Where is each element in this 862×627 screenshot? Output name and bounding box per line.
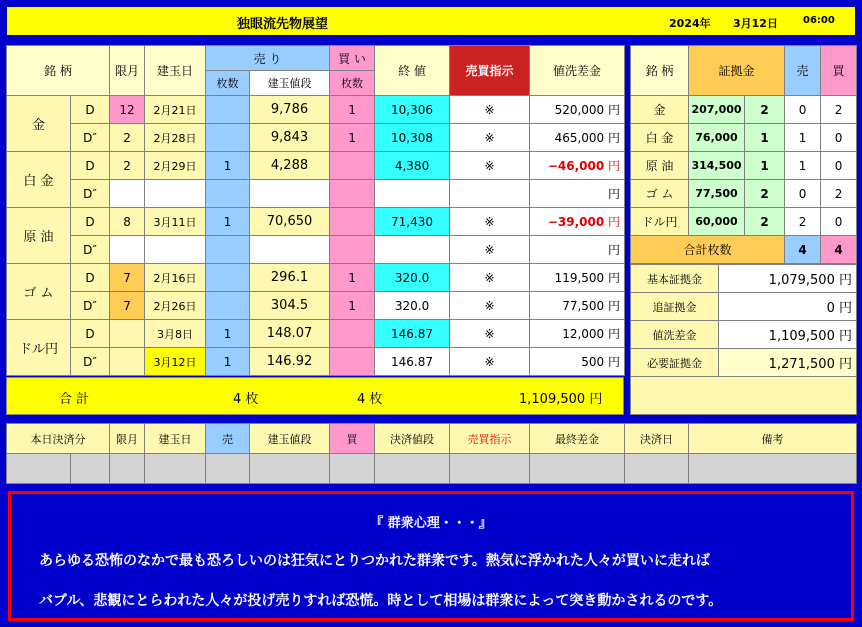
commodity-name: 金: [7, 96, 71, 152]
sell-count: [206, 292, 250, 320]
open-price: 9,786: [250, 96, 330, 124]
header-meigara: 銘 柄: [631, 46, 689, 96]
margin-multiplier: 1: [745, 152, 785, 180]
buy-count: [330, 236, 375, 264]
settle-header-kessaine: 決済値段: [375, 424, 450, 454]
mark-to-market: −46,000 円: [530, 152, 625, 180]
margin-multiplier: 2: [745, 208, 785, 236]
summary-value: 0 円: [719, 293, 857, 321]
header-shokokin: 証拠金: [689, 46, 785, 96]
mark-to-market: 円: [530, 236, 625, 264]
open-date: 2月21日: [145, 96, 206, 124]
trade-instruction: ※: [450, 152, 530, 180]
settle-header-kai: 買: [330, 424, 375, 454]
mark-to-market: 12,000 円: [530, 320, 625, 348]
open-price: 148.07: [250, 320, 330, 348]
sell-count: [206, 96, 250, 124]
commodity-name: 原 油: [631, 152, 689, 180]
contract-type: D″: [71, 236, 110, 264]
sell-count: [206, 180, 250, 208]
settle-header-saishu: 最終差金: [530, 424, 625, 454]
header-shiji: 売買指示: [450, 46, 530, 96]
header-tatene: 建玉値段: [250, 71, 330, 96]
buy-count: [330, 348, 375, 376]
table-row: [7, 124, 625, 152]
header-nearai: 値洗差金: [530, 46, 625, 96]
table-row: [7, 454, 857, 484]
header-gengetsu: 限月: [110, 46, 145, 96]
open-price: 70,650: [250, 208, 330, 236]
buy-count: 2: [821, 96, 857, 124]
table-row: [7, 208, 625, 236]
title-bar: [6, 6, 856, 36]
summary-value: 1,109,500 円: [719, 321, 857, 349]
count-total-row: [631, 236, 857, 264]
settle-header-biko: 備考: [689, 424, 857, 454]
commodity-name: ゴ ム: [7, 264, 71, 320]
contract-month: 12: [110, 96, 145, 124]
empty-cell: [450, 454, 530, 484]
header-sell-maisu: 枚数: [206, 71, 250, 96]
total-label: 合 計: [59, 392, 90, 407]
mark-to-market: −39,000 円: [530, 208, 625, 236]
open-date: 3月11日: [145, 208, 206, 236]
table-row: [7, 96, 625, 124]
settle-header-uri: 売: [206, 424, 250, 454]
open-date: 2月29日: [145, 152, 206, 180]
empty-cell: [689, 454, 857, 484]
contract-type: D: [71, 96, 110, 124]
commodity-name: 白 金: [631, 124, 689, 152]
buy-count: 0: [821, 208, 857, 236]
buy-count: 1: [330, 292, 375, 320]
buy-count: [330, 180, 375, 208]
open-price: 4,288: [250, 152, 330, 180]
sell-count: 1: [785, 152, 821, 180]
commentary-line: バブル、悲観にとらわれた人々が投げ売りすれば恐慌。時として相場は群衆によって突き動かされるのです。: [39, 593, 723, 609]
commodity-name: ゴ ム: [631, 180, 689, 208]
header-meigara: 銘 柄: [7, 46, 110, 96]
contract-type: D: [71, 208, 110, 236]
margin-amount: 314,500: [689, 152, 745, 180]
count-total-sell: 4: [785, 236, 821, 264]
contract-month: 2: [110, 124, 145, 152]
sell-count: 0: [785, 96, 821, 124]
trade-instruction: ※: [450, 124, 530, 152]
header-kai: 買: [821, 46, 857, 96]
contract-month: 7: [110, 264, 145, 292]
mark-to-market: 円: [530, 180, 625, 208]
open-price: 9,843: [250, 124, 330, 152]
empty-cell: [7, 454, 71, 484]
contract-month: [110, 320, 145, 348]
margin-table: [630, 45, 857, 264]
close-price: 10,306: [375, 96, 450, 124]
close-price: 71,430: [375, 208, 450, 236]
header-owarine: 終 値: [375, 46, 450, 96]
trade-instruction: ※: [450, 236, 530, 264]
mark-to-market: 465,000 円: [530, 124, 625, 152]
trade-instruction: [450, 180, 530, 208]
open-date: [145, 180, 206, 208]
contract-type: D: [71, 264, 110, 292]
open-date: 3月12日: [145, 348, 206, 376]
buy-count: [330, 320, 375, 348]
summary-label: 値洗差金: [631, 321, 719, 349]
list-item: [631, 180, 857, 208]
summary-value: 1,271,500 円: [719, 349, 857, 377]
close-price: 10,308: [375, 124, 450, 152]
header-uri: 売 り: [206, 46, 330, 71]
list-item: [631, 96, 857, 124]
close-price: 4,380: [375, 152, 450, 180]
summary-label: 必要証拠金: [631, 349, 719, 377]
page-title: 独眼流先物展望: [237, 17, 329, 32]
sell-count: 1: [206, 152, 250, 180]
summary-value: 1,079,500 円: [719, 265, 857, 293]
open-date: 2月26日: [145, 292, 206, 320]
count-total-label: 合計枚数: [631, 236, 785, 264]
contract-month: 2: [110, 152, 145, 180]
settlement-table: [6, 423, 857, 484]
settle-header-today: 本日決済分: [7, 424, 110, 454]
header-buy-maisu: 枚数: [330, 71, 375, 96]
open-price: [250, 236, 330, 264]
table-row: [7, 264, 625, 292]
margin-amount: 207,000: [689, 96, 745, 124]
commodity-name: ドル円: [7, 320, 71, 376]
close-price: [375, 236, 450, 264]
table-row: [7, 152, 625, 180]
sell-count: 1: [206, 320, 250, 348]
close-price: [375, 180, 450, 208]
summary-label: 追証拠金: [631, 293, 719, 321]
header-uri: 売: [785, 46, 821, 96]
contract-type: D: [71, 320, 110, 348]
count-total-buy: 4: [821, 236, 857, 264]
empty-cell: [530, 454, 625, 484]
buy-count: 1: [330, 264, 375, 292]
table-row: [7, 292, 625, 320]
summary-row: [631, 265, 857, 293]
buy-count: [330, 208, 375, 236]
commodity-name: 原 油: [7, 208, 71, 264]
header-tatebi: 建玉日: [145, 46, 206, 96]
list-item: [631, 208, 857, 236]
empty-cell: [206, 454, 250, 484]
settle-header-gengetsu: 限月: [110, 424, 145, 454]
mark-to-market: 119,500 円: [530, 264, 625, 292]
sell-count: 0: [785, 180, 821, 208]
open-date: 2月28日: [145, 124, 206, 152]
header-kai: 買 い: [330, 46, 375, 71]
table-row: [7, 320, 625, 348]
sell-count: 1: [206, 208, 250, 236]
buy-count: 0: [821, 124, 857, 152]
empty-cell: [330, 454, 375, 484]
date-label: 3月12日: [733, 17, 778, 30]
contract-month: [110, 180, 145, 208]
list-item: [631, 124, 857, 152]
sell-count: [206, 124, 250, 152]
open-date: [145, 236, 206, 264]
margin-multiplier: 2: [745, 96, 785, 124]
buy-count: 2: [821, 180, 857, 208]
trade-instruction: ※: [450, 348, 530, 376]
sell-count: 1: [206, 348, 250, 376]
empty-cell: [250, 454, 330, 484]
sell-count: [206, 236, 250, 264]
summary-label: 基本証拠金: [631, 265, 719, 293]
time-label: 06:00: [803, 15, 835, 26]
settle-header-kessaibi: 決済日: [625, 424, 689, 454]
open-price: 146.92: [250, 348, 330, 376]
year-label: 2024年: [669, 17, 711, 30]
margin-summary: [630, 264, 857, 415]
contract-type: D: [71, 152, 110, 180]
close-price: 146.87: [375, 320, 450, 348]
total-diff: 1,109,500 円: [519, 392, 603, 407]
trade-instruction: ※: [450, 292, 530, 320]
trade-instruction: ※: [450, 264, 530, 292]
empty-cell: [110, 454, 145, 484]
margin-multiplier: 2: [745, 180, 785, 208]
empty-cell: [145, 454, 206, 484]
open-date: 2月16日: [145, 264, 206, 292]
margin-amount: 77,500: [689, 180, 745, 208]
margin-amount: 60,000: [689, 208, 745, 236]
trade-instruction: ※: [450, 96, 530, 124]
settle-header-tatene: 建玉値段: [250, 424, 330, 454]
list-item: [631, 152, 857, 180]
buy-count: 1: [330, 96, 375, 124]
commodity-name: 金: [631, 96, 689, 124]
commodity-name: 白 金: [7, 152, 71, 208]
contract-month: [110, 348, 145, 376]
contract-month: 7: [110, 292, 145, 320]
table-row: [7, 180, 625, 208]
settle-header-shiji: 売買指示: [450, 424, 530, 454]
mark-to-market: 77,500 円: [530, 292, 625, 320]
total-row: [6, 377, 624, 415]
summary-row: [631, 349, 857, 377]
commentary-heading: 『 群衆心理・・・』: [370, 516, 492, 531]
table-row: [7, 236, 625, 264]
margin-amount: 76,000: [689, 124, 745, 152]
commodity-name: ドル円: [631, 208, 689, 236]
open-price: 296.1: [250, 264, 330, 292]
commentary-box: [8, 491, 854, 621]
trade-instruction: ※: [450, 208, 530, 236]
close-price: 146.87: [375, 348, 450, 376]
empty-cell: [625, 454, 689, 484]
close-price: 320.0: [375, 264, 450, 292]
sell-count: 1: [785, 124, 821, 152]
commentary-line: あらゆる恐怖のなかで最も恐ろしいのは狂気にとりつかれた群衆です。熱気に浮かれた人々が買いに走れば: [39, 553, 710, 569]
settle-header-tatebi: 建玉日: [145, 424, 206, 454]
empty-cell: [375, 454, 450, 484]
summary-row: [631, 293, 857, 321]
mark-to-market: 500 円: [530, 348, 625, 376]
summary-blank: [631, 377, 857, 415]
open-date: 3月8日: [145, 320, 206, 348]
sell-count: [206, 264, 250, 292]
total-buy: 4 枚: [357, 392, 383, 407]
contract-type: D″: [71, 292, 110, 320]
table-row: [7, 348, 625, 376]
positions-table: [6, 45, 625, 376]
contract-month: 8: [110, 208, 145, 236]
summary-row: [631, 321, 857, 349]
sell-count: 2: [785, 208, 821, 236]
close-price: 320.0: [375, 292, 450, 320]
buy-count: 1: [330, 124, 375, 152]
open-price: 304.5: [250, 292, 330, 320]
mark-to-market: 520,000 円: [530, 96, 625, 124]
margin-multiplier: 1: [745, 124, 785, 152]
contract-month: [110, 236, 145, 264]
trade-instruction: ※: [450, 320, 530, 348]
buy-count: [330, 152, 375, 180]
empty-cell: [71, 454, 110, 484]
contract-type: D″: [71, 124, 110, 152]
contract-type: D″: [71, 180, 110, 208]
contract-type: D″: [71, 348, 110, 376]
buy-count: 0: [821, 152, 857, 180]
open-price: [250, 180, 330, 208]
total-sell: 4 枚: [233, 392, 259, 407]
